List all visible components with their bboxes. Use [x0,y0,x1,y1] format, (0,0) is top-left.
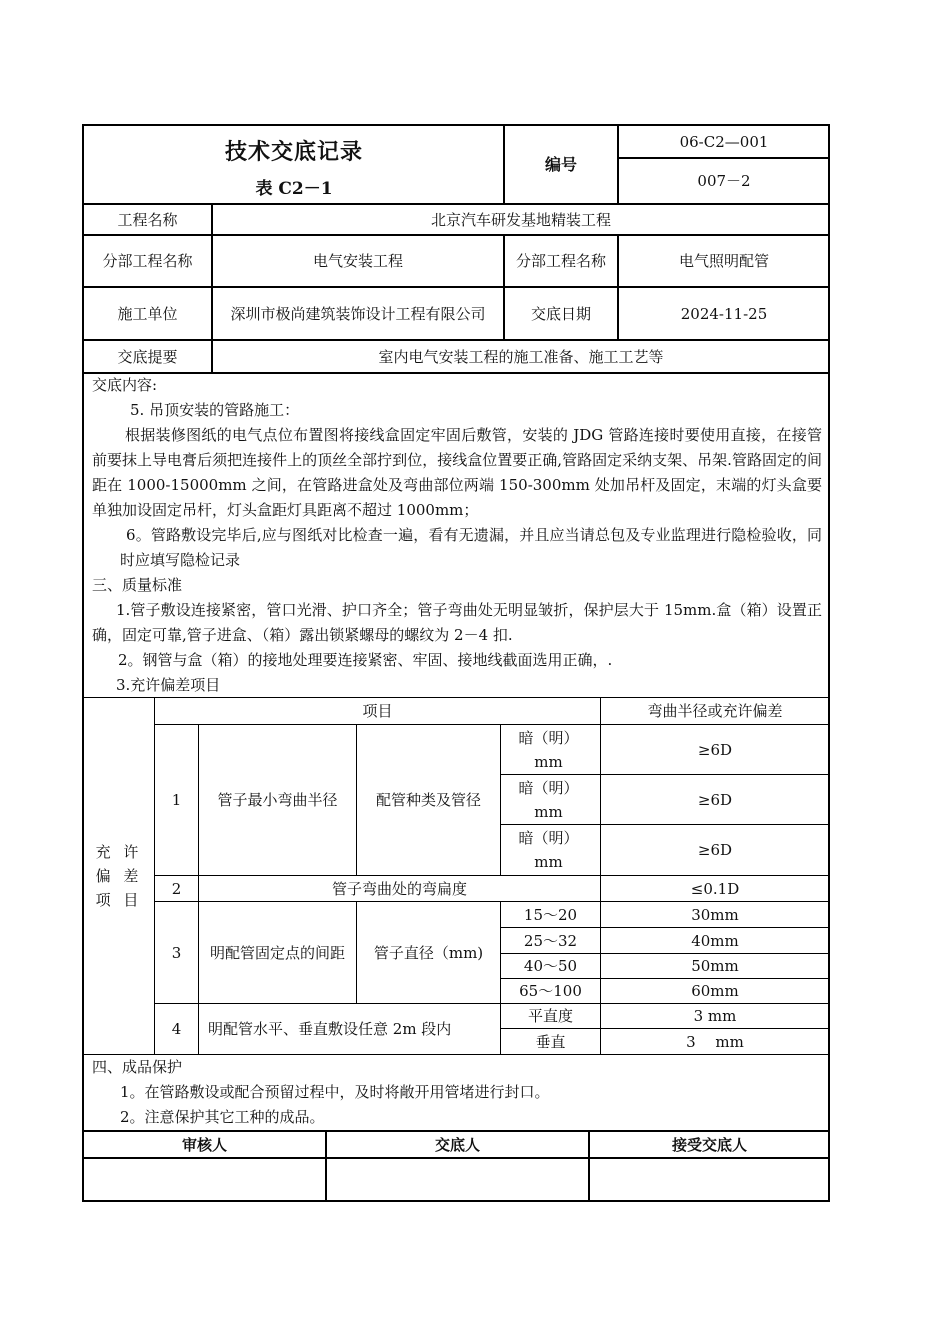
project-name: 北京汽车研发基地精装工程 [430,210,611,229]
row1-no: 1 [171,791,182,809]
item5-title: 5. 吊顶安装的管路施工： [130,401,300,419]
protection-heading: 四、成品保护 [92,1058,183,1076]
row1-sub: 配管种类及管径 [375,791,481,809]
table-head-item: 项目 [362,702,393,720]
row1-value-1: ≥6D [697,740,733,759]
disclosure-date: 2024-11-25 [680,304,768,323]
sub-project-label: 分部工程名称 [102,252,193,270]
form-number-code: 表 C2－1 [255,179,333,199]
row3-name: 明配管固定点的间距 [209,943,345,962]
sub-project-label-2: 分部工程名称 [515,252,606,270]
row2-name: 管子弯曲处的弯扁度 [331,879,467,898]
sub-project-2: 电气照明配管 [678,252,769,270]
row3-value-4: 60mm [691,982,739,1000]
reviewer-signature-field[interactable] [84,1159,325,1200]
row3-dia-3: 40～50 [523,957,578,975]
row2-no: 2 [171,879,182,898]
row4-value-1: 3 mm [693,1007,737,1025]
form-title: 技术交底记录 [224,139,363,165]
row3-value-1: 30mm [691,905,739,924]
quality-item-3: 3.充许偏差项目 [116,676,221,694]
divider [83,372,830,374]
project-name-label: 工程名称 [117,210,178,229]
divider [83,1054,830,1055]
row1-type-3: 暗（明）mm [518,829,579,871]
summary: 室内电气安装工程的施工准备、施工工艺等 [378,347,664,366]
construction-unit: 深圳市极尚建筑装饰设计工程有限公司 [230,304,486,323]
row3-value-2: 40mm [691,931,739,950]
row3-no: 3 [171,943,182,962]
row3-dia-1: 15～20 [523,905,578,924]
row1-type-2: 暗（明）mm [518,778,579,821]
tolerance-side-label: 充 许 偏 差 项 目 [95,843,143,909]
number-value-1: 06-C2—001 [679,132,769,151]
date-label: 交底日期 [530,304,591,323]
sub-project: 电气安装工程 [312,252,403,270]
number-value-2: 007－2 [697,172,751,190]
row4-value-2: 3 mm [686,1032,744,1051]
content-heading: 交底内容: [92,376,158,394]
construction-unit-label: 施工单位 [117,304,178,323]
quality-heading: 三、质量标准 [92,576,183,594]
protection-item-1: 1。在管路敷设或配合预留过程中，及时将敞开用管堵进行封口。 [120,1083,550,1101]
row4-name: 明配管水平、垂直敷设任意 2m 段内 [208,1020,452,1038]
row3-sub: 管子直径（mm) [373,943,484,962]
quality-item-2: 2。钢管与盒（箱）的接地处理要连接紧密、牢固、接地线截面选用正确，. [118,651,613,669]
item6-text: 6。管路敷设完毕后,应与图纸对比检查一遍，看有无遗漏，并且应当请总包及专业监理进行隐检验收，同时应填写隐检记录 [120,526,822,569]
number-label: 编号 [544,155,577,174]
quality-item-1: 1.管子敷设连接紧密，管口光滑、护口齐全；管子弯曲处无明显皱折，保护层大于 15mm.盒（箱）设置正确，固定可靠,管子进盒、（箱）露出锁紧螺母的螺纹为 2－4 扣. [92,601,822,644]
reviewer-label: 审核人 [181,1135,227,1154]
row1-value-2: ≥6D [697,790,733,809]
row4-type-1: 平直度 [527,1007,573,1025]
row2-value: ≤0.1D [690,879,740,898]
receiver-label: 接受交底人 [671,1135,747,1154]
row1-type-1: 暗（明）mm [518,728,579,771]
row1-name: 管子最小弯曲半径 [217,791,338,809]
row3-dia-2: 25～32 [523,931,578,950]
row3-dia-4: 65～100 [519,982,582,1000]
row4-type-2: 垂直 [535,1032,566,1051]
summary-label: 交底提要 [117,347,178,366]
receiver-signature-field[interactable] [590,1159,829,1200]
row4-no: 4 [171,1020,182,1038]
discloser-signature-field[interactable] [327,1159,588,1200]
discloser-label: 交底人 [434,1135,480,1154]
item5-text: 根据装修图纸的电气点位布置图将接线盒固定牢固后敷管，安装的 JDG 管路连接时要使用直接，在接管前要抹上导电膏后须把连接件上的顶丝全部拧到位，接线盒位置要正确,管路固定采纳支架、吊架.管路固定的间距在 1000-15000mm 之间，在管路进盒处及弯曲部位两端 150-300mm 处加吊杆及固定，末端的灯头盒要单独加设固定吊杆，灯头盒距灯具距离不超过 1000mm； [92,426,822,519]
protection-item-2: 2。注意保护其它工种的成品。 [120,1108,325,1126]
table-head-value: 弯曲半径或充许偏差 [647,702,783,720]
row3-value-3: 50mm [691,957,739,975]
row1-value-3: ≥6D [697,841,733,859]
